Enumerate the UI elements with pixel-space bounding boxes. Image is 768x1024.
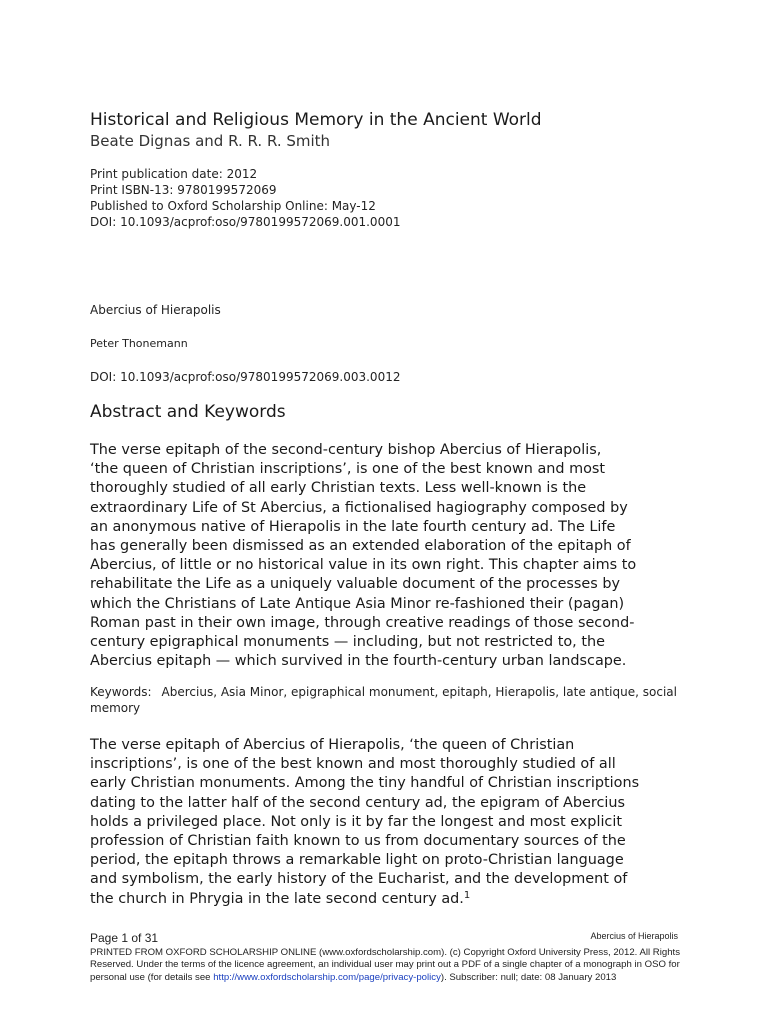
book-doi: DOI: 10.1093/acprof:oso/9780199572069.001.0001	[90, 215, 401, 229]
legal-text: PRINTED FROM OXFORD SCHOLARSHIP ONLINE (www.oxfordscholarship.com). (c) Copyright Oxford University Press, 2012. All Rights Reserved. Under the terms of the licence agreement, an individual user may print out a PDF of a single chapter of a monograph in OSO for personal use (for details see	[90, 947, 680, 983]
keywords-label: Keywords:	[90, 685, 152, 699]
body-line: period, the epitaph throws a remarkable light on proto-Christian language	[90, 852, 624, 869]
body-line: the church in Phrygia in the late second century ad.	[90, 890, 464, 907]
abstract-line: The verse epitaph of the second-century bishop Abercius of Hierapolis,	[90, 442, 602, 458]
page-number: Page 1 of 31	[90, 931, 159, 945]
footnote-reference[interactable]: 1	[463, 889, 471, 901]
abstract-paragraph	[90, 441, 670, 671]
body-line: holds a privileged place. Not only is it by far the longest and most explicit	[90, 813, 622, 830]
body-line-last	[90, 890, 670, 909]
abstract-line: Abercius, of little or no historical value in its own right. This chapter aims to	[90, 557, 637, 574]
body-line: and symbolism, the early history of the Eucharist, and the development of	[90, 871, 628, 888]
book-authors: Beate Dignas and R. R. R. Smith	[90, 132, 331, 150]
abstract-line: extraordinary Life of St Abercius, a fictionalised hagiography composed by	[90, 499, 628, 516]
chapter-title: Abercius of Hierapolis	[90, 303, 221, 317]
body-line: profession of Christian faith known to us from documentary sources of the	[90, 833, 626, 850]
keywords	[90, 684, 680, 716]
running-title: Abercius of Hierapolis	[590, 931, 678, 941]
chapter-author: Peter Thonemann	[90, 337, 188, 350]
body-paragraph	[90, 736, 670, 909]
abstract-line: rehabilitate the Life as a uniquely valuable document of the processes by	[90, 576, 621, 593]
print-publication-date: Print publication date: 2012	[90, 167, 258, 181]
abstract-line: century epigraphical monuments — including, but not restricted to, the	[90, 634, 605, 651]
abstract-line: ‘the queen of Christian inscriptions’, is one of the best known and most	[90, 461, 606, 478]
legal-notice	[90, 947, 680, 984]
abstract-line: Abercius epitaph — which survived in the fourth-century urban landscape.	[90, 653, 627, 670]
body-line: early Christian monuments. Among the tiny handful of Christian inscriptions	[90, 775, 640, 792]
chapter-doi: DOI: 10.1093/acprof:oso/9780199572069.003.0012	[90, 370, 401, 384]
legal-text-end: ). Subscriber: null; date: 08 January 2013	[440, 971, 617, 983]
body-line: inscriptions’, is one of the best known and most thoroughly studied of all	[90, 756, 616, 773]
online-publication: Published to Oxford Scholarship Online: May-12	[90, 199, 376, 213]
abstract-heading: Abstract and Keywords	[90, 402, 286, 422]
abstract-line: has generally been dismissed as an extended elaboration of the epitaph of	[90, 538, 631, 555]
print-isbn: Print ISBN-13: 9780199572069	[90, 183, 277, 197]
abstract-line: thoroughly studied of all early Christian texts. Less well-known is the	[90, 480, 587, 497]
body-line: dating to the latter half of the second century ad, the epigram of Abercius	[90, 794, 625, 811]
abstract-line: which the Christians of Late Antique Asia Minor re-fashioned their (pagan)	[90, 595, 625, 612]
book-title: Historical and Religious Memory in the Ancient World	[90, 110, 542, 130]
privacy-policy-link[interactable]: http://www.oxfordscholarship.com/page/privacy-policy	[213, 971, 441, 983]
abstract-line: an anonymous native of Hierapolis in the late fourth century ad. The Life	[90, 518, 616, 535]
abstract-line: Roman past in their own image, through creative readings of those second-	[90, 614, 635, 631]
keywords-text: Abercius, Asia Minor, epigraphical monument, epitaph, Hierapolis, late antique, social memory	[90, 685, 677, 715]
body-line: The verse epitaph of Abercius of Hierapolis, ‘the queen of Christian	[90, 737, 575, 753]
publication-info	[90, 166, 400, 230]
